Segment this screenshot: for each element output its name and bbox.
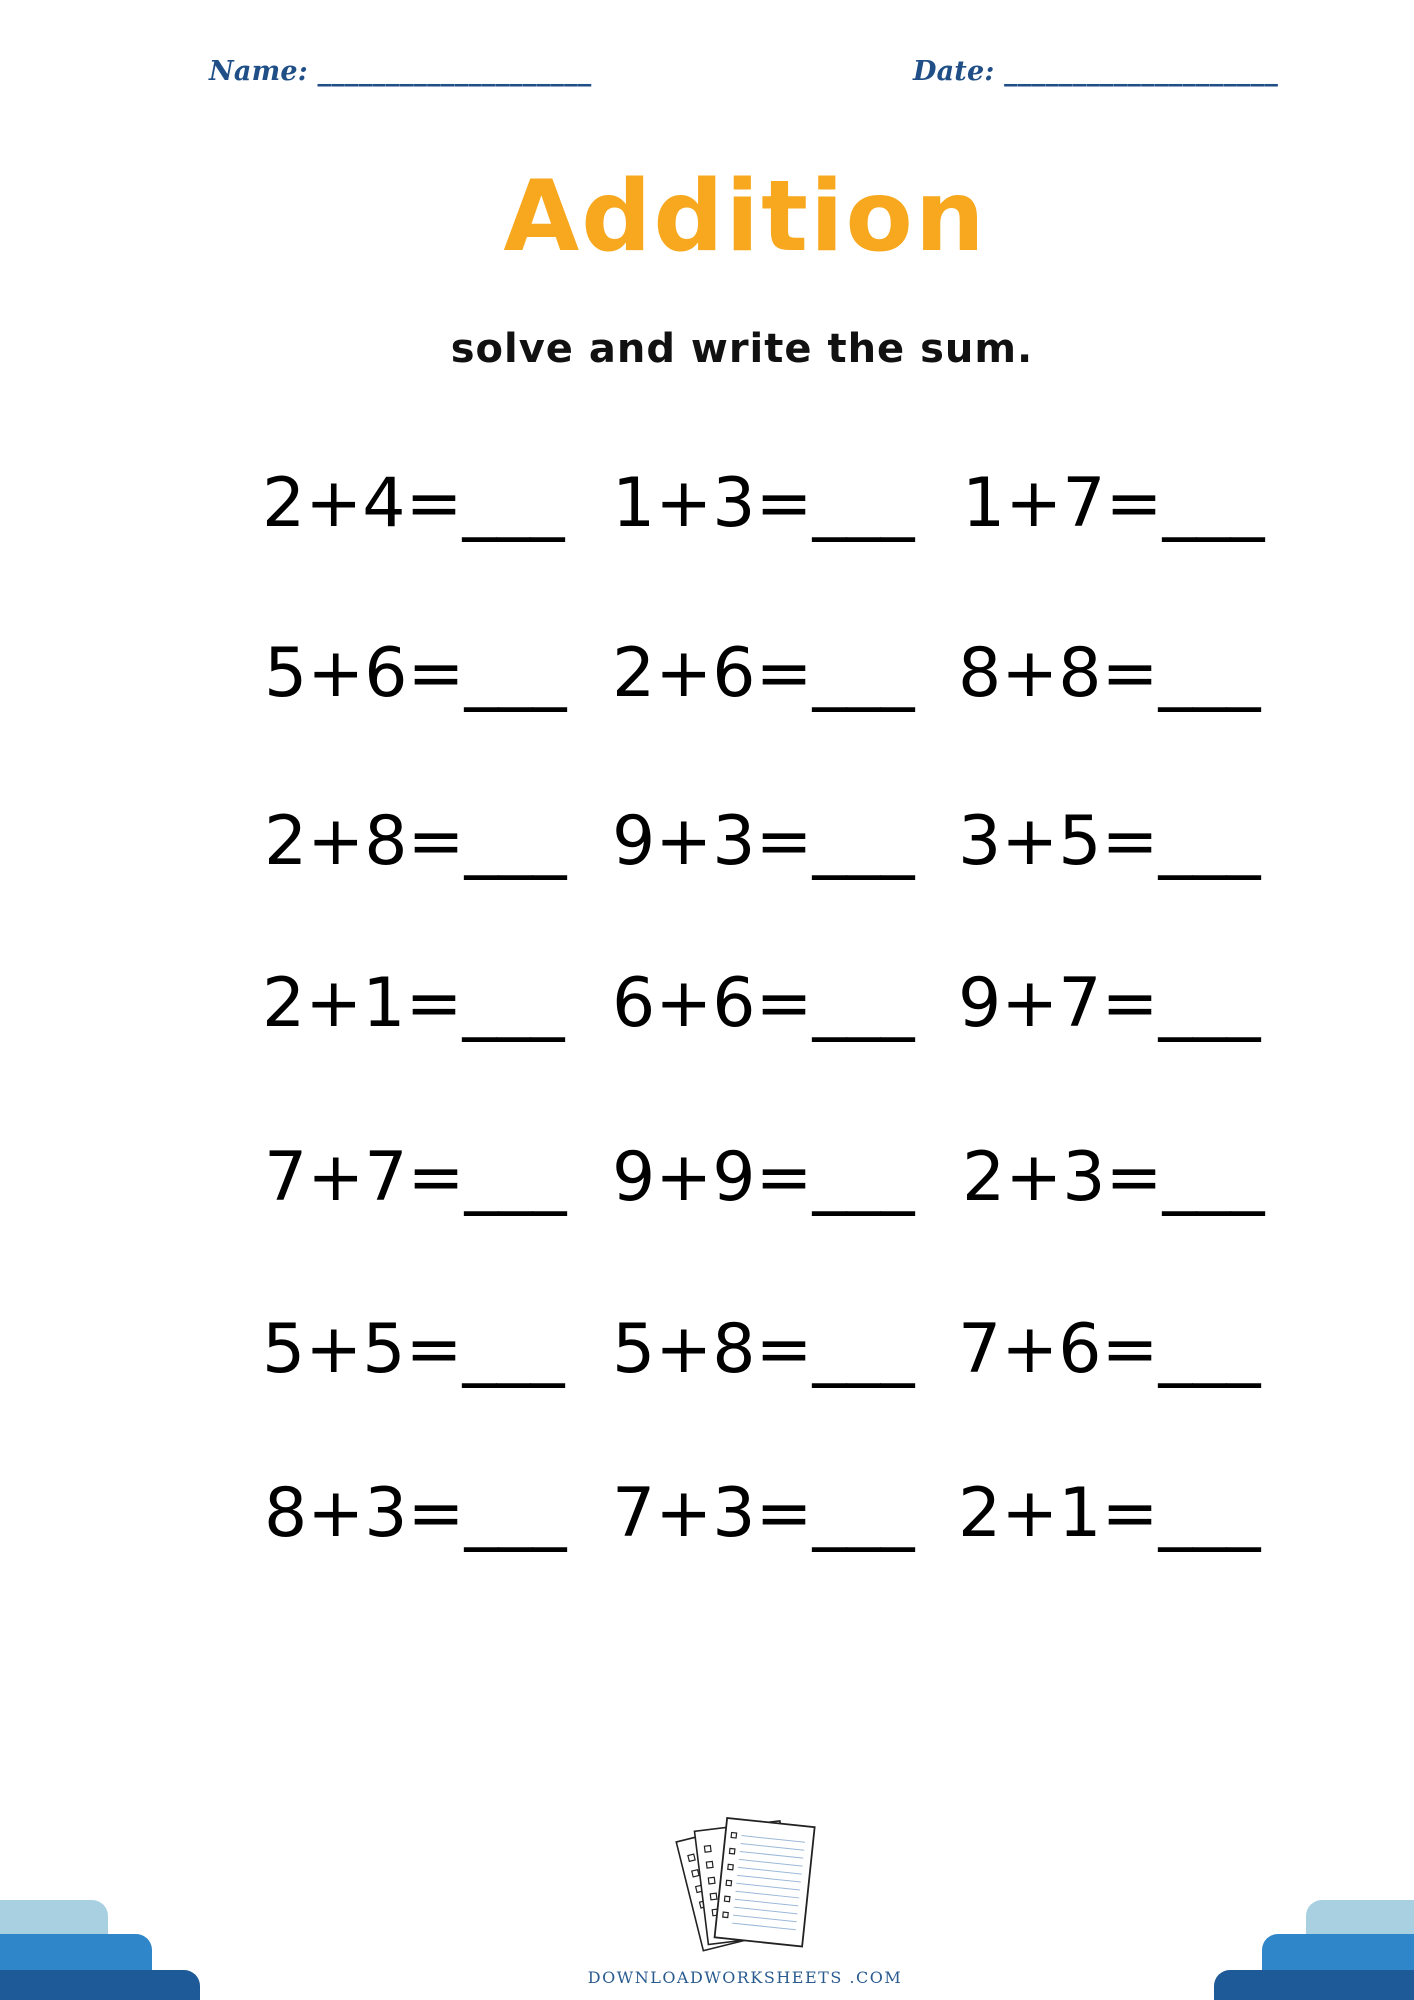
worksheet-instruction: solve and write the sum. bbox=[450, 326, 1034, 372]
problem-r5-c2[interactable]: 9+9=___ bbox=[612, 1138, 915, 1217]
problem-r6-c2[interactable]: 5+8=___ bbox=[612, 1310, 915, 1389]
worksheet-title: Addition bbox=[503, 160, 987, 274]
left-corner-stripes bbox=[0, 1898, 210, 2000]
problem-r7-c3[interactable]: 2+1=___ bbox=[958, 1474, 1261, 1553]
problem-r2-c3[interactable]: 8+8=___ bbox=[958, 634, 1261, 713]
problem-r1-c1[interactable]: 2+4=___ bbox=[262, 464, 565, 543]
problem-r5-c3[interactable]: 2+3=___ bbox=[962, 1138, 1265, 1217]
problem-r2-c2[interactable]: 2+6=___ bbox=[612, 634, 915, 713]
problem-r6-c3[interactable]: 7+6=___ bbox=[958, 1310, 1261, 1389]
problem-r6-c1[interactable]: 5+5=___ bbox=[262, 1310, 565, 1389]
problem-r4-c2[interactable]: 6+6=___ bbox=[612, 964, 915, 1043]
brand-footer-text: DOWNLOADWORKSHEETS .COM bbox=[587, 1968, 903, 1987]
problem-r5-c1[interactable]: 7+7=___ bbox=[264, 1138, 567, 1217]
worksheets-stack-icon bbox=[672, 1812, 818, 1960]
problem-r2-c1[interactable]: 5+6=___ bbox=[264, 634, 567, 713]
problem-r3-c3[interactable]: 3+5=___ bbox=[958, 802, 1261, 881]
problem-r7-c2[interactable]: 7+3=___ bbox=[612, 1474, 915, 1553]
problem-r4-c3[interactable]: 9+7=___ bbox=[958, 964, 1261, 1043]
problem-r3-c2[interactable]: 9+3=___ bbox=[612, 802, 915, 881]
problem-r3-c1[interactable]: 2+8=___ bbox=[264, 802, 567, 881]
problem-r4-c1[interactable]: 2+1=___ bbox=[262, 964, 565, 1043]
date-field[interactable]: Date: ____________________ bbox=[913, 56, 1279, 87]
problem-r7-c1[interactable]: 8+3=___ bbox=[264, 1474, 567, 1553]
problem-r1-c2[interactable]: 1+3=___ bbox=[612, 464, 915, 543]
name-field[interactable]: Name: ____________________ bbox=[209, 56, 592, 87]
right-corner-stripes bbox=[1204, 1898, 1414, 2000]
problem-r1-c3[interactable]: 1+7=___ bbox=[962, 464, 1265, 543]
